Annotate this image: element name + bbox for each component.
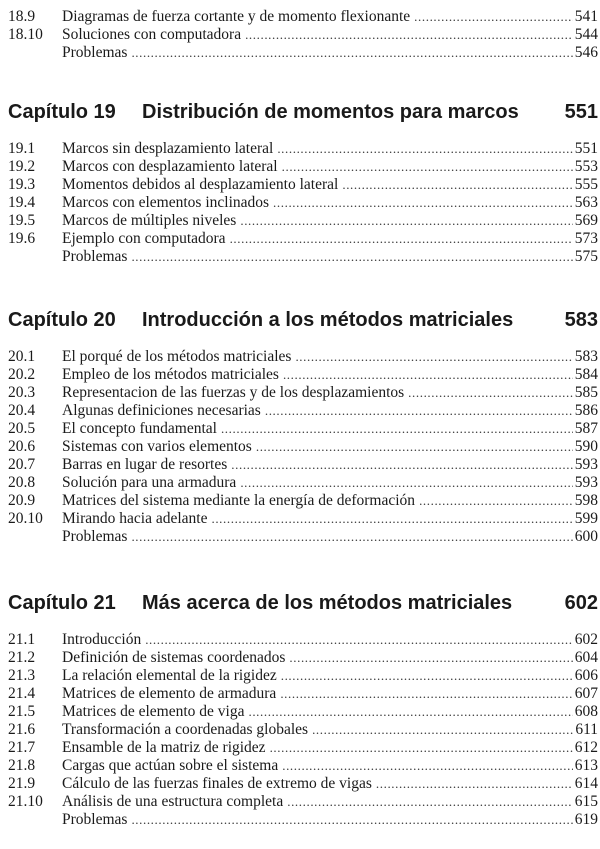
page-number: 611	[575, 721, 598, 738]
toc-entry[interactable]	[0, 774, 600, 794]
section-number: 18.9	[8, 8, 36, 25]
toc-entry[interactable]	[0, 211, 600, 231]
section-title: Algunas definiciones necesarias	[62, 402, 261, 419]
chapter-label: Capítulo 21	[8, 592, 116, 614]
dot-leader	[256, 437, 573, 457]
section-title: Ejemplo con computadora	[62, 230, 226, 247]
toc-entry[interactable]	[0, 527, 600, 547]
toc-entry[interactable]	[0, 648, 600, 668]
page-number: 619	[574, 811, 598, 828]
page-number: 600	[574, 528, 598, 545]
page-number: 612	[574, 739, 598, 756]
section-title: La relación elemental de la rigidez	[62, 667, 277, 684]
page-number: 615	[574, 793, 598, 810]
section-title: Soluciones con computadora	[62, 26, 242, 43]
page-number: 593	[574, 456, 598, 473]
toc-entry[interactable]	[0, 684, 600, 704]
dot-leader	[295, 347, 572, 367]
toc-entry[interactable]	[0, 491, 600, 511]
section-number: 21.5	[8, 703, 36, 720]
page-number: 585	[574, 384, 598, 401]
dot-leader	[211, 509, 572, 529]
dot-leader	[277, 139, 572, 159]
page-number: 575	[574, 248, 598, 265]
section-number: 20.5	[8, 420, 36, 437]
dot-leader	[281, 666, 573, 686]
dot-leader	[408, 383, 573, 403]
section-number: 19.3	[8, 176, 36, 193]
section-number: 19.5	[8, 212, 36, 229]
dot-leader	[145, 630, 573, 650]
dot-leader	[221, 419, 573, 439]
page-number: 544	[574, 26, 598, 43]
toc-entry[interactable]	[0, 157, 600, 177]
dot-leader	[131, 247, 572, 267]
section-number: 21.9	[8, 775, 36, 792]
section-number: 21.4	[8, 685, 36, 702]
chapter-title: Distribución de momentos para marcos	[142, 101, 519, 123]
section-number: 20.2	[8, 366, 36, 383]
section-number: 19.1	[8, 140, 36, 157]
toc-entry[interactable]	[0, 738, 600, 758]
page-number: 555	[574, 176, 598, 193]
section-number: 20.8	[8, 474, 36, 491]
section-number: 20.3	[8, 384, 36, 401]
chapter-heading[interactable]	[0, 97, 600, 127]
section-title: Matrices de elemento de armadura	[62, 685, 277, 702]
section-number: 21.1	[8, 631, 36, 648]
chapter-title: Más acerca de los métodos matriciales	[142, 592, 513, 614]
dot-leader	[131, 527, 572, 547]
section-title: Representacion de las fuerzas y de los desplazamientos	[62, 384, 405, 401]
page-number: 608	[574, 703, 598, 720]
page-number: 541	[574, 8, 598, 25]
dot-leader	[248, 702, 572, 722]
toc-entry[interactable]	[0, 720, 600, 740]
section-number: 20.1	[8, 348, 36, 365]
page-number: 590	[574, 438, 598, 455]
section-title: Definición de sistemas coordenados	[62, 649, 286, 666]
toc-entry[interactable]	[0, 792, 600, 812]
dot-leader	[231, 455, 572, 475]
section-title: Problemas	[62, 528, 128, 545]
toc-entry[interactable]	[0, 437, 600, 457]
chapter-heading[interactable]	[0, 305, 600, 335]
chapter-label: Capítulo 20	[8, 309, 116, 331]
toc-entry[interactable]	[0, 666, 600, 686]
dot-leader	[342, 175, 572, 195]
section-title: Marcos con desplazamiento lateral	[62, 158, 278, 175]
section-title: Ensamble de la matriz de rigidez	[62, 739, 266, 756]
section-title: Marcos de múltiples niveles	[62, 212, 237, 229]
page-number: 563	[574, 194, 598, 211]
toc-entry[interactable]	[0, 43, 600, 63]
page-number: 602	[574, 631, 598, 648]
page-number: 587	[574, 420, 598, 437]
toc-entry[interactable]	[0, 25, 600, 45]
dot-leader	[230, 229, 573, 249]
section-title: Análisis de una estructura completa	[62, 793, 284, 810]
section-title: Problemas	[62, 248, 128, 265]
section-title: Mirando hacia adelante	[62, 510, 208, 527]
page-number: 613	[574, 757, 598, 774]
page-number: 614	[574, 775, 598, 792]
section-number: 21.8	[8, 757, 36, 774]
section-number: 19.2	[8, 158, 36, 175]
section-title: Empleo de los métodos matriciales	[62, 366, 279, 383]
section-number: 18.10	[8, 26, 43, 43]
chapter-label: Capítulo 19	[8, 101, 116, 123]
section-title: Marcos con elementos inclinados	[62, 194, 270, 211]
dot-leader	[414, 7, 573, 27]
toc-entry[interactable]	[0, 365, 600, 385]
chapter-page: 602	[564, 592, 598, 614]
section-title: Barras en lugar de resortes	[62, 456, 228, 473]
section-number: 20.6	[8, 438, 36, 455]
section-title: Problemas	[62, 811, 128, 828]
page-number: 584	[574, 366, 598, 383]
dot-leader	[312, 720, 573, 740]
toc-entry[interactable]	[0, 473, 600, 493]
page-number: 598	[574, 492, 598, 509]
section-number: 19.4	[8, 194, 36, 211]
section-title: Cargas que actúan sobre el sistema	[62, 757, 279, 774]
section-number: 21.7	[8, 739, 36, 756]
toc-entry[interactable]	[0, 756, 600, 776]
dot-leader	[280, 684, 572, 704]
toc-entry[interactable]	[0, 193, 600, 213]
toc-entry[interactable]	[0, 247, 600, 267]
section-number: 20.10	[8, 510, 43, 527]
toc-entry[interactable]	[0, 175, 600, 195]
toc-entry[interactable]	[0, 139, 600, 159]
chapter-title: Introducción a los métodos matriciales	[142, 309, 514, 331]
dot-leader	[131, 810, 572, 830]
section-title: Solución para una armadura	[62, 474, 237, 491]
dot-leader	[265, 401, 573, 421]
toc-entry[interactable]	[0, 401, 600, 421]
chapter-page: 583	[564, 309, 598, 331]
toc-entry[interactable]	[0, 509, 600, 529]
page-number: 569	[574, 212, 598, 229]
dot-leader	[240, 211, 572, 231]
dot-leader	[287, 792, 573, 812]
toc-entry[interactable]	[0, 702, 600, 722]
page-number: 606	[574, 667, 598, 684]
page-number: 546	[574, 44, 598, 61]
section-title: Momentos debidos al desplazamiento lateral	[62, 176, 339, 193]
page-number: 586	[574, 402, 598, 419]
dot-leader	[282, 157, 573, 177]
section-number: 20.7	[8, 456, 36, 473]
toc-entry[interactable]	[0, 229, 600, 249]
toc-entry[interactable]	[0, 383, 600, 403]
dot-leader	[283, 365, 573, 385]
page-number: 583	[574, 348, 598, 365]
dot-leader	[419, 491, 573, 511]
dot-leader	[282, 756, 573, 776]
page-number: 599	[574, 510, 598, 527]
dot-leader	[240, 473, 572, 493]
toc-entry[interactable]	[0, 7, 600, 27]
toc-entry[interactable]	[0, 455, 600, 475]
page-number: 551	[574, 140, 598, 157]
section-title: Matrices del sistema mediante la energía de deformación	[62, 492, 416, 509]
section-number: 21.2	[8, 649, 36, 666]
section-title: Transformación a coordenadas globales	[62, 721, 309, 738]
section-number: 21.6	[8, 721, 36, 738]
section-title: Marcos sin desplazamiento lateral	[62, 140, 274, 157]
section-number: 21.10	[8, 793, 43, 810]
section-title: Matrices de elemento de viga	[62, 703, 245, 720]
section-number: 21.3	[8, 667, 36, 684]
section-title: Cálculo de las fuerzas finales de extremo de vigas	[62, 775, 372, 792]
dot-leader	[270, 738, 573, 758]
section-title: Diagramas de fuerza cortante y de momento flexionante	[62, 8, 411, 25]
section-number: 20.9	[8, 492, 36, 509]
section-title: El concepto fundamental	[62, 420, 217, 437]
section-number: 19.6	[8, 230, 36, 247]
section-number: 20.4	[8, 402, 36, 419]
dot-leader	[376, 774, 573, 794]
page-number: 604	[574, 649, 598, 666]
page-number: 553	[574, 158, 598, 175]
toc-entry[interactable]	[0, 630, 600, 650]
dot-leader	[245, 25, 573, 45]
toc-entry[interactable]	[0, 810, 600, 830]
section-title: El porqué de los métodos matriciales	[62, 348, 292, 365]
toc-entry[interactable]	[0, 347, 600, 367]
toc-entry[interactable]	[0, 419, 600, 439]
section-title: Introducción	[62, 631, 142, 648]
page-number: 573	[574, 230, 598, 247]
page-number: 607	[574, 685, 598, 702]
chapter-heading[interactable]	[0, 588, 600, 618]
chapter-page: 551	[564, 101, 598, 123]
dot-leader	[131, 43, 572, 63]
dot-leader	[273, 193, 573, 213]
section-title: Problemas	[62, 44, 128, 61]
page-number: 593	[574, 474, 598, 491]
dot-leader	[289, 648, 572, 668]
section-title: Sistemas con varios elementos	[62, 438, 252, 455]
